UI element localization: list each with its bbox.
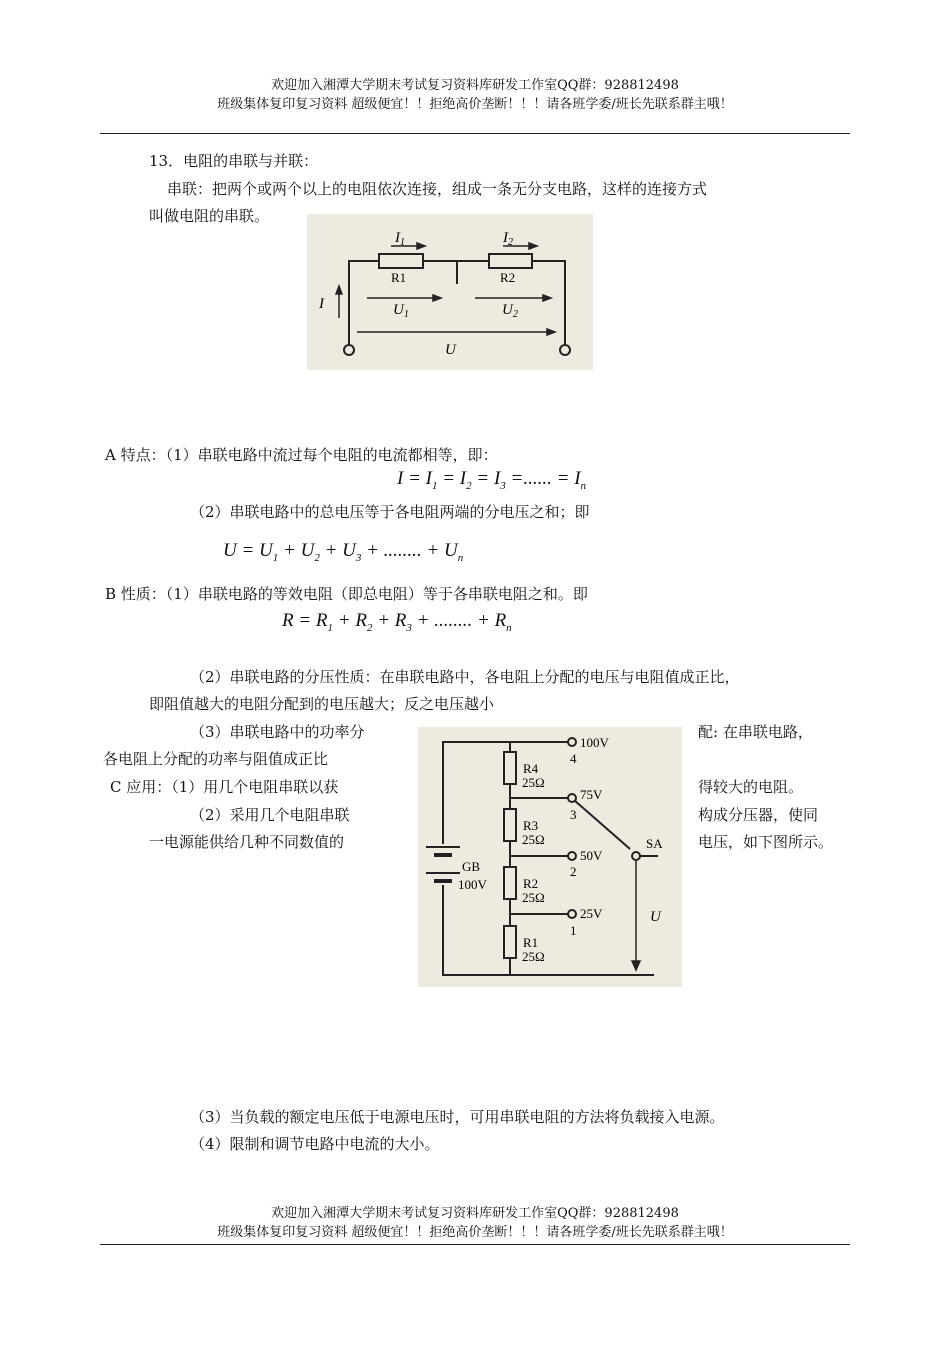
svg-text:GB: GB	[462, 859, 481, 874]
application-c2-right: 构成分压器，使同	[698, 806, 819, 824]
feature-a2: （2）串联电路中的总电压等于各电阻两端的分电压之和；即	[190, 503, 590, 521]
svg-text:1: 1	[570, 923, 577, 938]
svg-text:R2: R2	[523, 876, 539, 891]
property-b2-line-2: 即阻值越大的电阻分配到的电压越大；反之电压越小	[149, 695, 495, 713]
tap-4-terminal	[568, 738, 576, 746]
application-c1-left: C 应用：（1）用几个电阻串联以获	[110, 778, 339, 796]
svg-text:R2: R2	[500, 270, 516, 285]
svg-text:100V: 100V	[580, 735, 609, 750]
svg-text:R3: R3	[523, 818, 539, 833]
svg-text:U: U	[445, 342, 456, 358]
footer-rule	[100, 1244, 850, 1245]
svg-text:R1: R1	[391, 270, 407, 285]
application-c1-right: 得较大的电阻。	[698, 778, 804, 796]
application-c2-line-2-left: 一电源能供给几种不同数值的	[149, 833, 345, 851]
series-circuit-figure	[307, 214, 593, 370]
definition-line-2: 叫做电阻的串联。	[149, 207, 270, 225]
svg-text:25Ω: 25Ω	[522, 949, 545, 964]
r1-resistor	[504, 926, 516, 958]
tap-1-terminal	[568, 910, 576, 918]
svg-text:U2: $U_2$	[502, 302, 518, 320]
svg-text:U1: $U_1$	[393, 302, 409, 320]
voltage-divider-figure	[418, 727, 682, 987]
left-terminal	[344, 345, 354, 355]
application-c2-line-2-right: 电压，如下图所示。	[698, 833, 834, 851]
section-title: 13．电阻的串联与并联：	[149, 152, 319, 170]
svg-text:R4: R4	[523, 761, 539, 776]
property-b3-left: （3）串联电路中的功率分	[190, 723, 365, 741]
svg-text:2: 2	[570, 864, 577, 879]
application-c2-left: （2）采用几个电阻串联	[190, 806, 350, 824]
svg-text:50V: 50V	[580, 848, 603, 863]
svg-text:R1: R1	[523, 935, 539, 950]
svg-text:I2: $I_2$	[503, 230, 513, 248]
property-b2-line-1: （2）串联电路的分压性质：在串联电路中，各电阻上分配的电压与电阻值成正比，	[190, 668, 740, 686]
svg-text:75V: 75V	[580, 787, 603, 802]
svg-text:25Ω: 25Ω	[522, 890, 545, 905]
r1-resistor	[379, 254, 423, 268]
property-b1: B 性质：（1）串联电路的等效电阻（即总电阻）等于各串联电阻之和。即	[105, 585, 588, 603]
equation-resistance: $R = R_1 + R_2 + R_3$ + ........ + $R_n$	[282, 610, 512, 634]
r2-resistor	[489, 254, 532, 268]
r3-resistor	[504, 809, 516, 841]
svg-text:25V: 25V	[580, 906, 603, 921]
header-line-1: 欢迎加入湘潭大学期末考试复习资料库研发工作室QQ群：928812498	[271, 78, 679, 93]
right-terminal	[560, 345, 570, 355]
tap-3-terminal	[568, 794, 576, 802]
property-b3-line-2: 各电阻上分配的功率与阻值成正比	[103, 750, 329, 768]
svg-text:25Ω: 25Ω	[522, 775, 545, 790]
r2-resistor	[504, 867, 516, 899]
r4-resistor	[504, 752, 516, 784]
svg-text:SA: SA	[646, 836, 663, 851]
equation-voltage: $U = U_1 + U_2 + U_3$ + ........ + $U_n$	[223, 540, 464, 564]
equation-current: $I = I_1 = I_2 = I_3$ =...... = $I_n$	[397, 468, 587, 492]
switch-sa-terminal	[632, 852, 640, 860]
svg-text:I1: $I_1$	[395, 230, 405, 248]
definition-line-1: 串联：把两个或两个以上的电阻依次连接，组成一条无分支电路，这样的连接方式	[167, 180, 708, 198]
svg-text:U: U	[650, 909, 661, 925]
property-b3-right: 配: 在串联电路，	[698, 723, 813, 741]
svg-text:3: 3	[570, 807, 577, 822]
svg-text:4: 4	[570, 751, 577, 766]
application-c4: （4）限制和调节电路中电流的大小。	[190, 1135, 440, 1153]
header-line-2: 班级集体复印复习资料 超级便宜！！拒绝高价垄断！！！请各班学委/班长先联系群主哦！	[217, 97, 733, 112]
tap-2-terminal	[568, 852, 576, 860]
footer-line-2: 班级集体复印复习资料 超级便宜！！拒绝高价垄断！！！请各班学委/班长先联系群主哦！	[217, 1225, 733, 1240]
application-c3: （3）当负载的额定电压低于电源电压时，可用串联电阻的方法将负载接入电源。	[190, 1108, 725, 1126]
feature-a1: A 特点：（1）串联电路中流过每个电阻的电流都相等，即：	[105, 446, 498, 464]
footer-line-1: 欢迎加入湘潭大学期末考试复习资料库研发工作室QQ群：928812498	[271, 1206, 679, 1221]
svg-text:25Ω: 25Ω	[522, 832, 545, 847]
svg-text:I: I	[319, 296, 324, 312]
svg-text:100V: 100V	[458, 877, 487, 892]
header-rule	[100, 133, 850, 134]
